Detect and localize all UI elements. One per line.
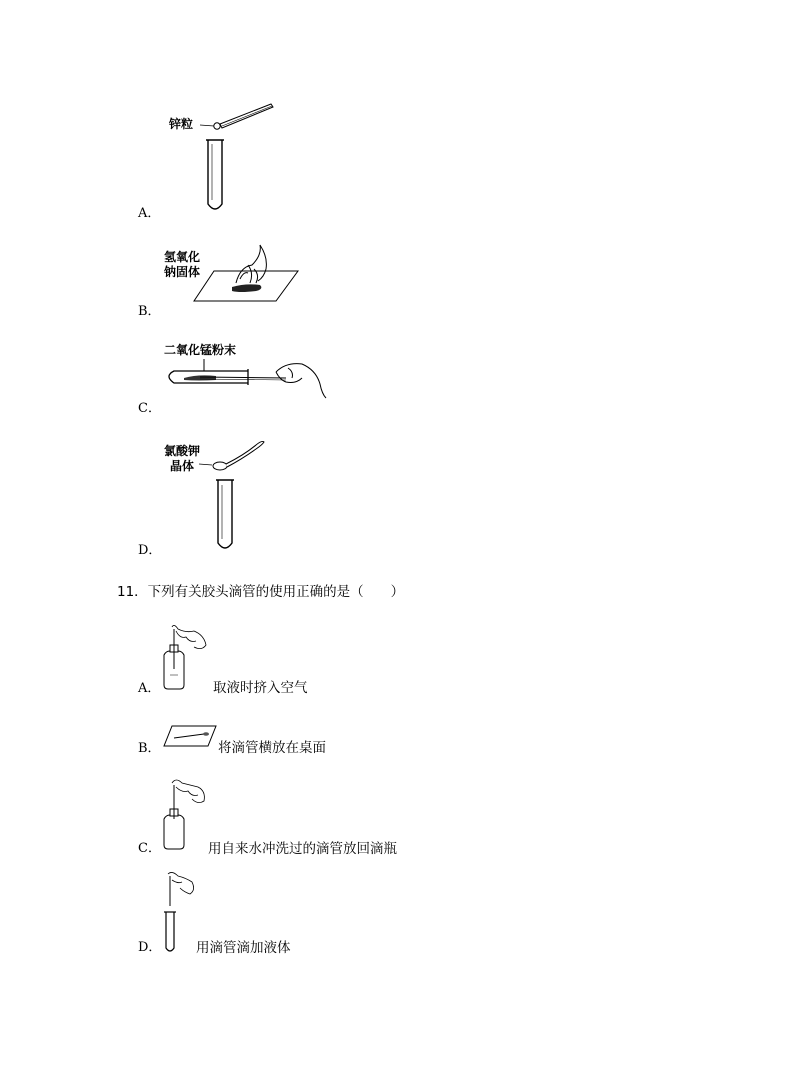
figure-label-kclo3-line1: 氯酸钾 xyxy=(164,444,201,458)
q11-option-b xyxy=(136,720,436,760)
q10-option-c xyxy=(136,338,336,418)
figure-label-mno2: 二氧化锰粉末 xyxy=(164,343,237,357)
naoh-on-paper-illustration xyxy=(136,243,311,323)
option-letter: B． xyxy=(138,741,161,756)
figure-label-naoh-line1: 氢氧化 xyxy=(164,250,201,264)
q10-option-d xyxy=(136,435,296,560)
mno2-horizontal-tube-illustration xyxy=(136,338,336,418)
option-letter: A． xyxy=(138,206,161,221)
figure-label-naoh-line2: 钠固体 xyxy=(164,265,201,279)
q11-option-d xyxy=(136,872,436,957)
figure-label-zinc: 锌粒 xyxy=(169,117,194,131)
option-letter: D． xyxy=(138,543,162,558)
option-text: 取液时挤入空气 xyxy=(213,680,308,696)
spoon-kclo3-tube-illustration xyxy=(136,435,296,560)
figure-label-kclo3-line2: 晶体 xyxy=(170,459,195,473)
option-letter: C． xyxy=(138,841,161,856)
q10-option-a xyxy=(136,96,296,221)
option-letter: C． xyxy=(138,401,161,416)
dropper-on-table-illustration xyxy=(164,724,224,754)
option-letter: B． xyxy=(138,304,161,319)
option-letter: D． xyxy=(138,940,162,955)
option-text: 用滴管滴加液体 xyxy=(196,940,291,956)
q10-option-b xyxy=(136,243,311,323)
q11-option-a xyxy=(136,625,436,697)
question-stem: 11．下列有关胶头滴管的使用正确的是（ ） xyxy=(117,584,405,600)
option-text: 将滴管横放在桌面 xyxy=(218,740,326,756)
q11-option-c xyxy=(136,779,436,859)
option-text: 用自来水冲洗过的滴管放回滴瓶 xyxy=(208,841,397,857)
option-letter: A． xyxy=(138,681,161,696)
tweezers-zinc-tube-illustration xyxy=(136,96,296,221)
